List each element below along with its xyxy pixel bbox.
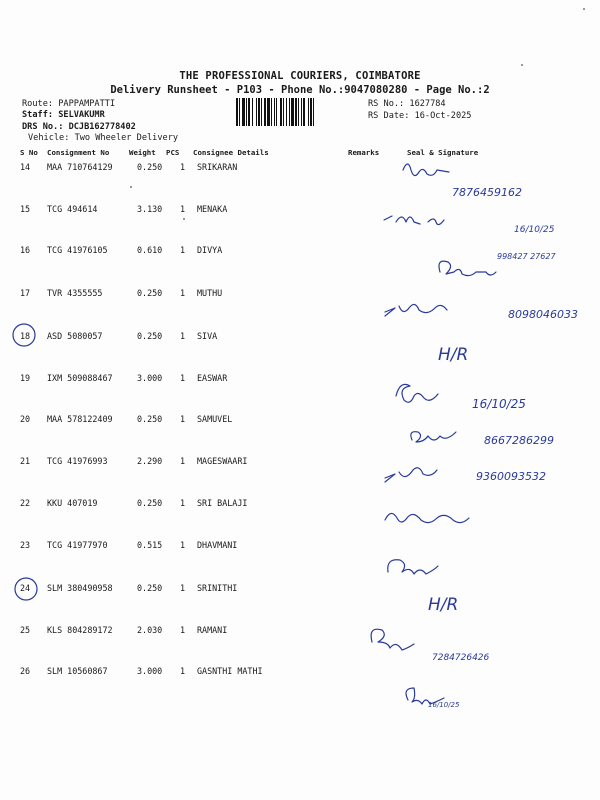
col-consignment: Consignment No — [47, 148, 110, 157]
circle-mark-18 — [13, 324, 35, 346]
row-weight: 0.250 — [137, 288, 163, 298]
row-pcs: 1 — [180, 583, 186, 593]
circle-mark-24 — [15, 578, 37, 600]
hw-phone-25: 7284726426 — [432, 653, 490, 663]
row-weight: 0.250 — [137, 583, 163, 593]
hw-hr-1: H/R — [438, 345, 469, 365]
row-consignment: MAA 710764129 — [47, 162, 113, 172]
row-consignment: KLS 804289172 — [47, 625, 113, 635]
route-label: Route: PAPPAMPATTI — [22, 99, 116, 109]
row-sno: 20 — [20, 414, 31, 424]
row-sno: 24 — [20, 583, 31, 593]
runsheet-title: Delivery Runsheet - P103 - Phone No.:9047080280 - Page No.:2 — [110, 84, 490, 96]
hw-phone-17: 8098046033 — [508, 308, 578, 321]
signature-15 — [384, 216, 444, 225]
row-pcs: 1 — [180, 331, 186, 341]
signature-21 — [385, 468, 437, 482]
row-consignee: RAMANI — [197, 625, 228, 635]
row-sno: 25 — [20, 625, 31, 635]
row-weight: 2.290 — [137, 456, 163, 466]
hw-date-15: 16/10/25 — [514, 225, 555, 235]
row-weight: 2.030 — [137, 625, 163, 635]
scan-speck — [583, 8, 585, 10]
signature-19 — [396, 384, 438, 402]
vehicle-label: Vehicle: Two Wheeler Delivery — [28, 133, 179, 143]
row-weight: 0.250 — [137, 414, 163, 424]
hw-phone-16: 998427 27627 — [497, 252, 556, 261]
row-consignment: TCG 494614 — [47, 204, 98, 214]
col-seal: Seal & Signature — [407, 148, 479, 157]
row-consignment: TVR 4355555 — [47, 288, 103, 298]
signature-16 — [439, 261, 496, 275]
row-consignee: SRINITHI — [197, 583, 238, 593]
row-pcs: 1 — [180, 288, 186, 298]
row-sno: 22 — [20, 498, 31, 508]
row-consignee: SRIKARAN — [197, 162, 238, 172]
row-weight: 3.000 — [137, 666, 163, 676]
col-weight: Weight — [129, 148, 156, 157]
row-pcs: 1 — [180, 162, 186, 172]
staff-label: Staff: SELVAKUMR — [22, 110, 105, 120]
col-pcs: PCS — [166, 148, 180, 157]
row-sno: 15 — [20, 204, 31, 214]
row-pcs: 1 — [180, 456, 186, 466]
row-consignment: TCG 41976105 — [47, 245, 108, 255]
row-weight: 0.250 — [137, 331, 163, 341]
rs-number: RS No.: 1627784 — [368, 99, 446, 109]
row-consignee: DHAVMANI — [197, 540, 238, 550]
row-sno: 23 — [20, 540, 31, 550]
col-remarks: Remarks — [348, 148, 380, 157]
row-sno: 19 — [20, 373, 31, 383]
scan-speck — [130, 186, 132, 188]
row-consignment: MAA 578122409 — [47, 414, 113, 424]
company-name: THE PROFESSIONAL COURIERS, COIMBATORE — [179, 70, 421, 82]
row-consignment: SLM 10560867 — [47, 666, 108, 676]
row-pcs: 1 — [180, 498, 186, 508]
row-consignee: MAGESWAARI — [197, 456, 248, 466]
signature-14 — [403, 164, 449, 176]
signature-22 — [385, 513, 469, 522]
row-pcs: 1 — [180, 373, 186, 383]
drs-label: DRS No.: DCJB162778402 — [22, 122, 136, 132]
row-weight: 0.515 — [137, 540, 163, 550]
signature-23 — [388, 560, 438, 574]
row-consignment: KKU 407019 — [47, 498, 98, 508]
row-consignee: MENAKA — [197, 204, 228, 214]
scan-speck — [521, 64, 523, 66]
row-consignee: MUTHU — [197, 288, 223, 298]
row-weight: 3.130 — [137, 204, 163, 214]
row-sno: 14 — [20, 162, 31, 172]
row-pcs: 1 — [180, 625, 186, 635]
row-pcs: 1 — [180, 540, 186, 550]
row-sno: 18 — [20, 331, 31, 341]
row-weight: 0.610 — [137, 245, 163, 255]
col-consignee: Consignee Details — [193, 148, 269, 157]
row-pcs: 1 — [180, 245, 186, 255]
row-consignee: EASWAR — [197, 373, 228, 383]
row-consignment: SLM 380490958 — [47, 583, 113, 593]
row-consignee: SAMUVEL — [197, 414, 233, 424]
row-consignment: IXM 509088467 — [47, 373, 113, 383]
row-consignment: TCG 41976993 — [47, 456, 108, 466]
row-weight: 3.000 — [137, 373, 163, 383]
row-consignee: SIVA — [197, 331, 218, 341]
row-sno: 21 — [20, 456, 31, 466]
hw-phone-20: 8667286299 — [484, 434, 554, 447]
hw-date-26: 16/10/25 — [428, 701, 460, 709]
row-consignee: GASNTHI MATHI — [197, 666, 263, 676]
hw-date-19: 16/10/25 — [472, 397, 526, 411]
row-pcs: 1 — [180, 666, 186, 676]
hw-phone-21: 9360093532 — [476, 470, 546, 483]
row-pcs: 1 — [180, 204, 186, 214]
col-sno: S No — [20, 148, 38, 157]
row-sno: 17 — [20, 288, 31, 298]
rs-date: RS Date: 16-Oct-2025 — [368, 111, 472, 121]
signature-17 — [385, 304, 447, 316]
signature-20 — [411, 432, 456, 442]
row-weight: 0.250 — [137, 498, 163, 508]
scan-speck — [183, 218, 185, 220]
signature-25 — [371, 629, 414, 650]
row-consignee: DIVYA — [197, 245, 223, 255]
row-pcs: 1 — [180, 414, 186, 424]
row-consignment: TCG 41977970 — [47, 540, 108, 550]
hw-hr-2: H/R — [428, 595, 459, 615]
row-weight: 0.250 — [137, 162, 163, 172]
row-sno: 16 — [20, 245, 31, 255]
row-consignment: ASD 5080057 — [47, 331, 103, 341]
hw-phone-14: 7876459162 — [452, 186, 522, 199]
row-sno: 26 — [20, 666, 31, 676]
row-consignee: SRI BALAJI — [197, 498, 248, 508]
